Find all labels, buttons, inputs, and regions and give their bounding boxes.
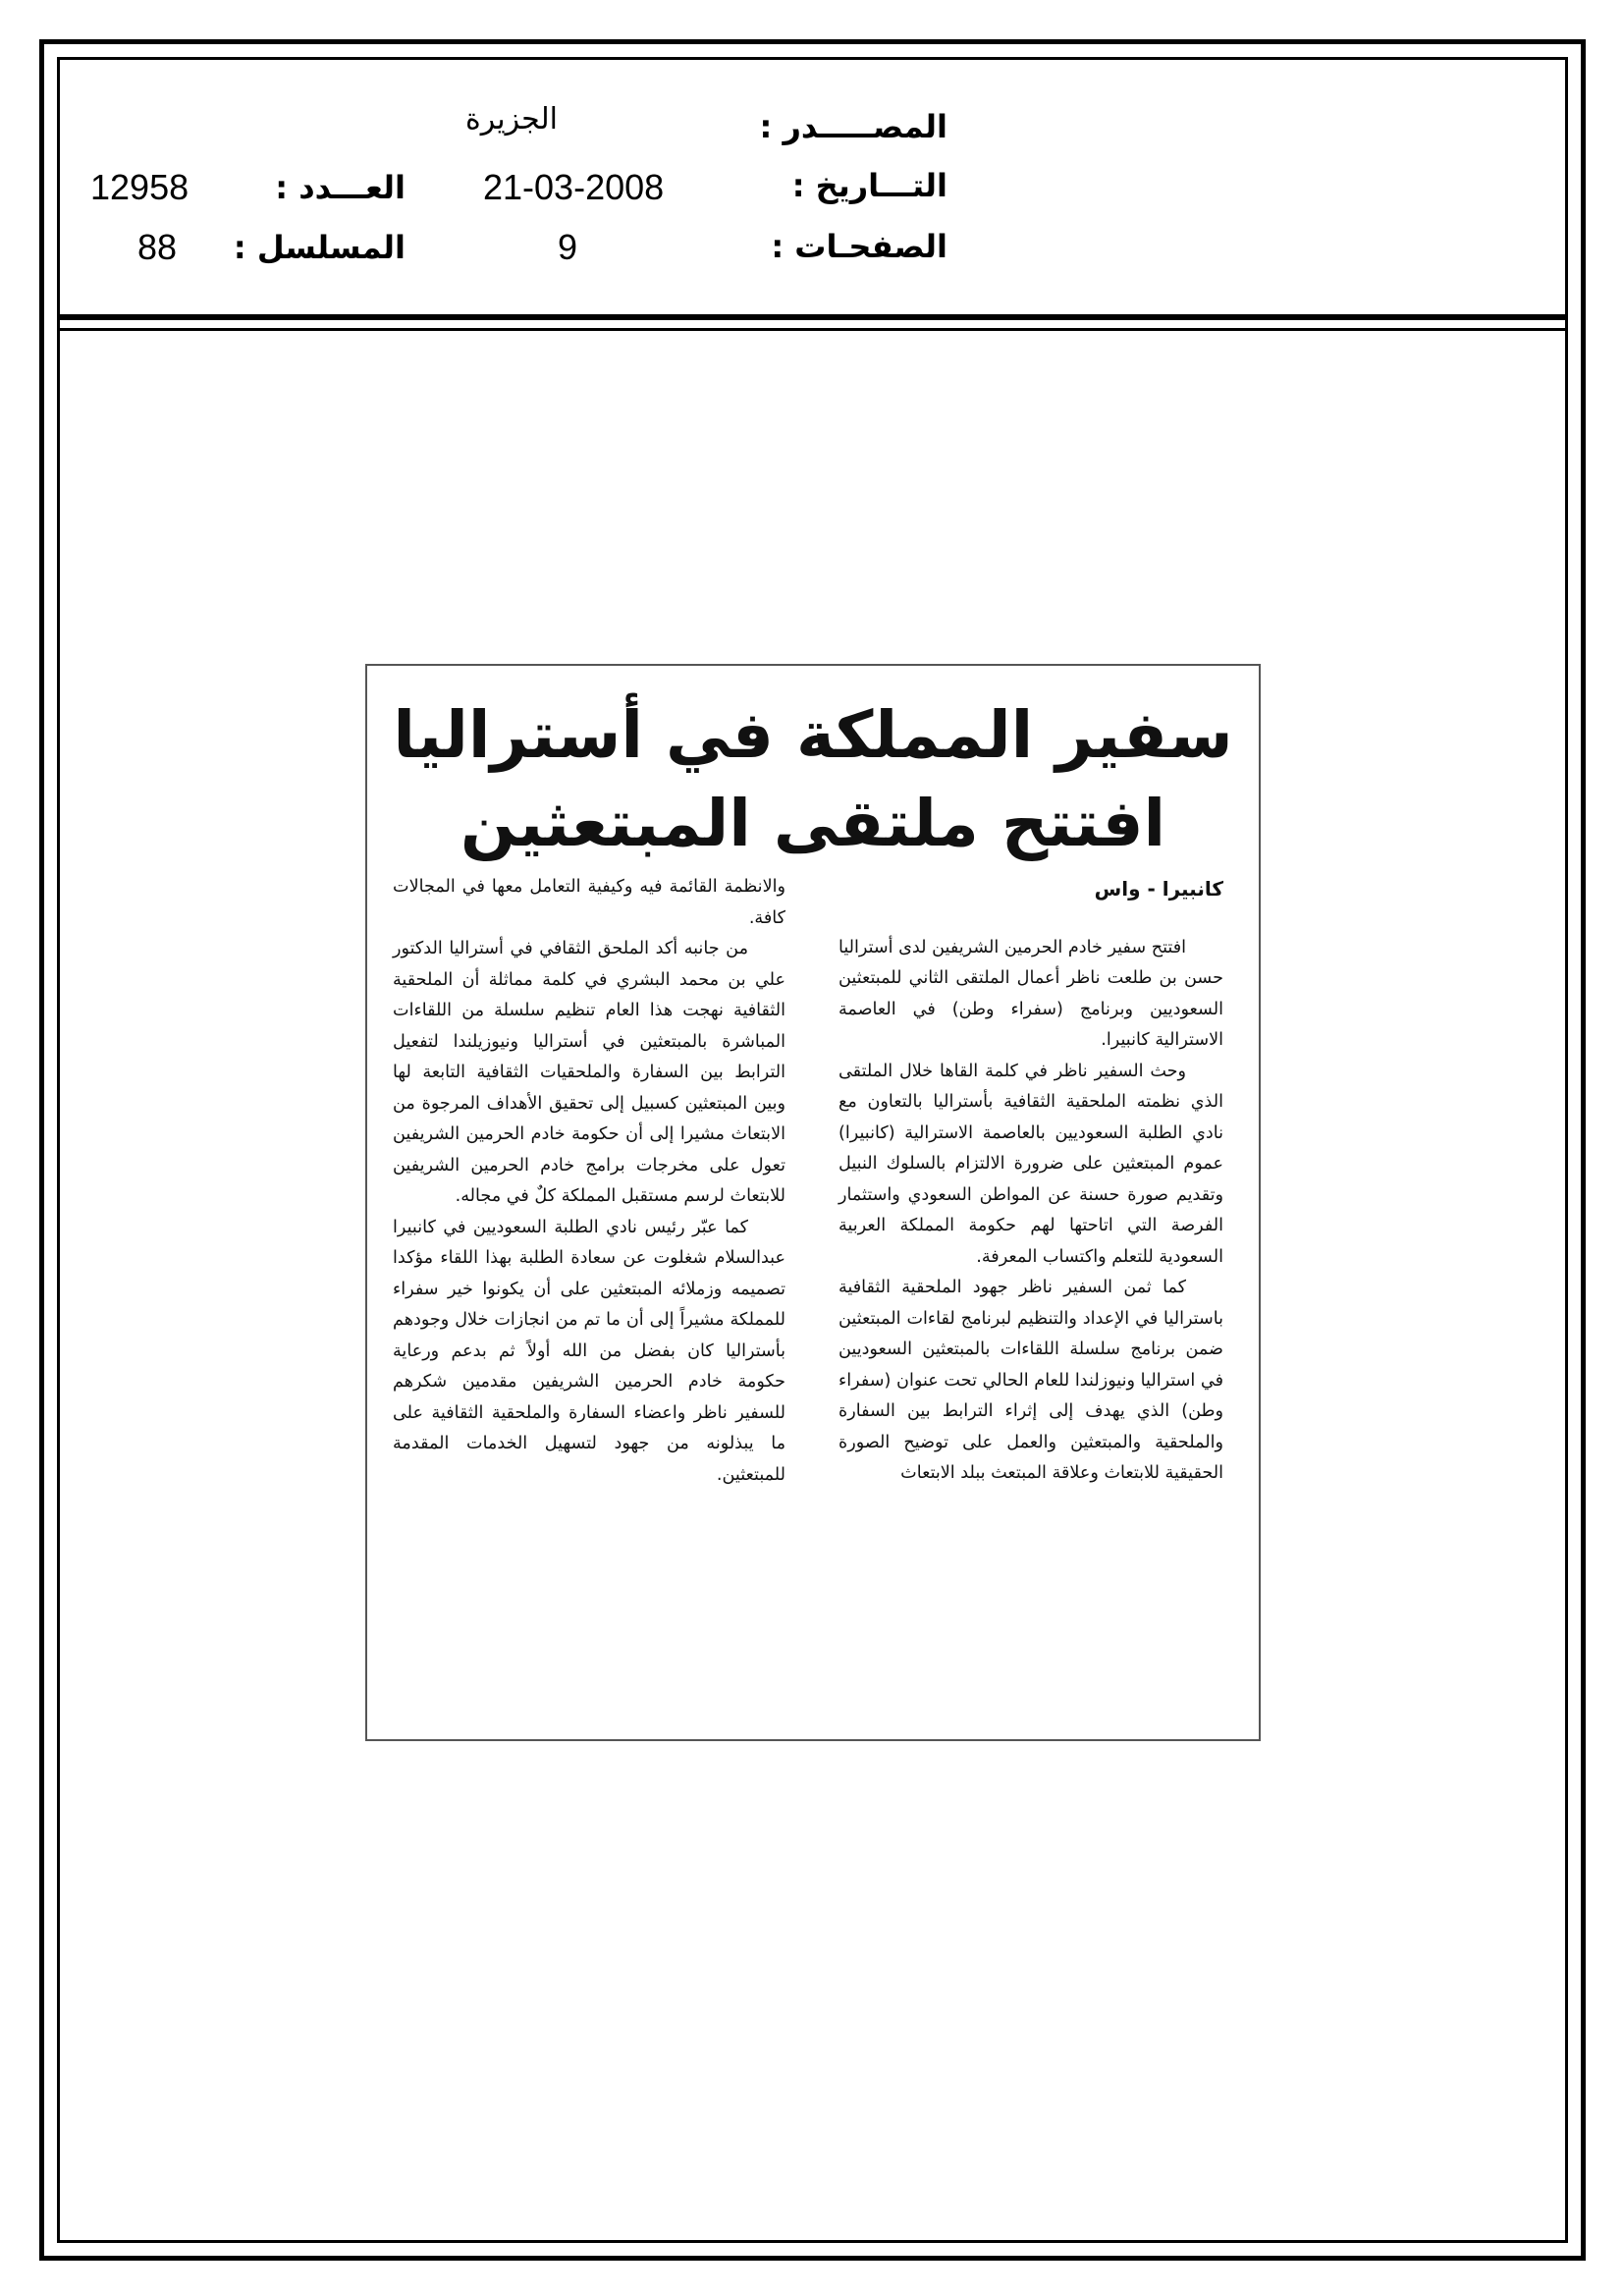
paragraph: افتتح سفير خادم الحرمين الشريفين لدى أستراليا حسن بن طلعت ناظر أعمال الملتقى الثاني للمبتعثين السعوديين وبرنامج (سفراء وطن) في العاصمة الاسترالية كانبيرا. [839,937,1223,1050]
article-column-right [839,874,1223,1490]
date-value: 21-03-2008 [483,167,665,207]
source-label: المصـــــدر : [759,108,947,145]
header-divider-thick [57,314,1568,320]
pages-label: الصفحـات : [771,228,947,265]
serial-value: 88 [137,227,178,267]
article-column-left [393,872,785,1491]
headline-line-1: سفير المملكة في أستراليا [393,697,1233,773]
paragraph: وحث السفير ناظر في كلمة القاها خلال الملتقى الذي نظمته الملحقية الثقافية بأستراليا بالتعاون مع نادي الطلبة السعوديين بالعاصمة الاسترالية (كانبيرا) عموم المبتعثين على ضرورة الالتزام بالسلوك النبيل وتقديم صورة حسنة عن المواطن السعودي واستثمار الفرصة التي اتاحتها لهم حكومة المملكة العربية السعودية للتعلم واكتساب المعرفة. [839,1061,1223,1267]
paragraph: من جانبه أكد الملحق الثقافي في أستراليا الدكتور علي بن محمد البشري في كلمة مماثلة أن الملحقية الثقافية نهجت هذا العام تنظيم سلسلة من اللقاءات المباشرة بالمبتعثين في أستراليا ونيوزيلندا لتفعيل الترابط بين السفارة والملحقيات الثقافية التابعة لها وبين المبتعثين كسبيل إلى تحقيق الأهداف المرجوة من الابتعاث مشيرا إلى أن حكومة خادم الحرمين الشريفين تعول على مخرجات برامج خادم الحرمين الشريفين للابتعاث لرسم مستقبل المملكة كلٌ في مجاله. [393,939,785,1206]
issue-label: العـــدد : [275,169,406,206]
paragraph: كما عبّر رئيس نادي الطلبة السعوديين في كانبيرا عبدالسلام شغلوت عن سعادة الطلبة بهذا اللقاء مؤكدا تصميمه وزملائه المبتعثين على أن يكونوا خير سفراء للمملكة مشيراً إلى أن ما تم من انجازات خلال وجودهم بأستراليا كان بفضل من الله أولاً ثم بدعم ورعاية حكومة خادم الحرمين الشريفين مقدمين شكرهم للسفير ناظر واعضاء السفارة والملحقية الثقافية على ما يبذلونه من جهود لتسهيل الخدمات المقدمة للمبتعثين. [393,1217,785,1485]
date-label: التـــاريخ : [791,167,947,204]
dateline: كانبيرا - واس [1094,877,1223,901]
serial-label: المسلسل : [233,229,406,266]
header-divider-thin [57,328,1568,331]
paragraph: والانظمة القائمة فيه وكيفية التعامل معها في المجالات كافة. [393,877,785,928]
pages-value: 9 [558,227,578,267]
issue-value: 12958 [90,167,189,207]
source-value: الجزيرة [464,102,558,137]
news-clipping [365,664,1261,1741]
paragraph: كما ثمن السفير ناظر جهود الملحقية الثقافية باستراليا في الإعداد والتنظيم لبرنامج لقاءات المبتعثين ضمن برنامج سلسلة اللقاءات بالمبتعثين السعوديين في استراليا ونيوزلندا للعام الحالي تحت عنوان (سفراء وطن) الذي يهدف إلى إثراء الترابط بين السفارة والملحقية والمبتعثين والعمل على توضيح الصورة الحقيقية للابتعاث وعلاقة المبتعث ببلد الابتعاث [839,1278,1223,1483]
headline-line-2: افتتح ملتقى المبتعثين [460,786,1166,861]
